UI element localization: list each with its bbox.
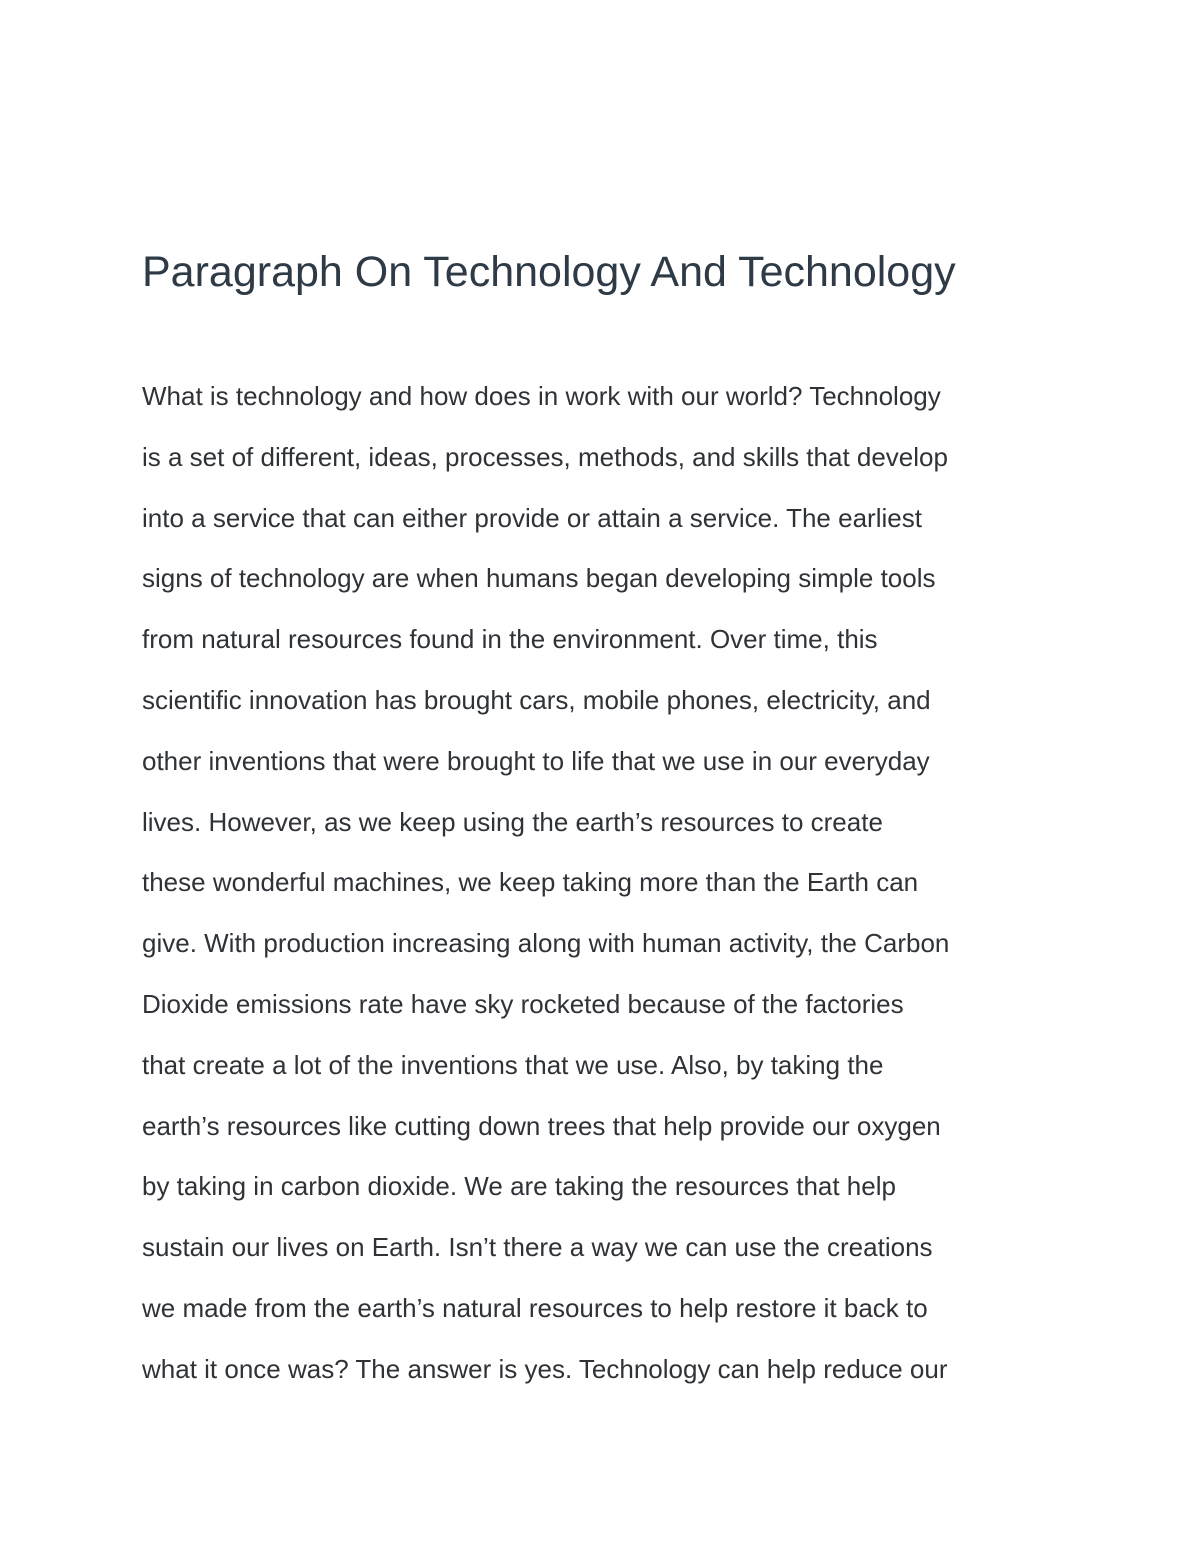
body-line: scientific innovation has brought cars, mobile phones, electricity, and bbox=[142, 684, 931, 715]
body-line: by taking in carbon dioxide. We are taking the resources that help bbox=[142, 1171, 896, 1202]
body-line: into a service that can either provide or attain a service. The earliest bbox=[142, 502, 922, 533]
body-line: from natural resources found in the environment. Over time, this bbox=[142, 624, 878, 655]
body-line: Dioxide emissions rate have sky rocketed because of the factories bbox=[142, 988, 904, 1019]
body-line: sustain our lives on Earth. Isn’t there a way we can use the creations bbox=[142, 1232, 933, 1263]
body-line: we made from the earth’s natural resources to help restore it back to bbox=[142, 1292, 928, 1323]
body-line: lives. However, as we keep using the earth’s resources to create bbox=[142, 806, 883, 837]
body-line: these wonderful machines, we keep taking more than the Earth can bbox=[142, 867, 919, 898]
body-line: signs of technology are when humans began developing simple tools bbox=[142, 563, 936, 594]
body-line: other inventions that were brought to life that we use in our everyday bbox=[142, 745, 930, 776]
body-line: what it once was? The answer is yes. Technology can help reduce our bbox=[142, 1353, 948, 1384]
document-title: Paragraph On Technology And Technology bbox=[142, 248, 956, 296]
body-line: What is technology and how does in work with our world? Technology bbox=[142, 381, 941, 411]
body-line: give. With production increasing along with human activity, the Carbon bbox=[142, 928, 950, 959]
body-line: earth’s resources like cutting down trees that help provide our oxygen bbox=[142, 1110, 941, 1141]
document-body bbox=[142, 376, 1102, 1410]
body-line: that create a lot of the inventions that we use. Also, by taking the bbox=[142, 1049, 884, 1080]
body-line: is a set of different, ideas, processes, methods, and skills that develop bbox=[142, 441, 948, 472]
